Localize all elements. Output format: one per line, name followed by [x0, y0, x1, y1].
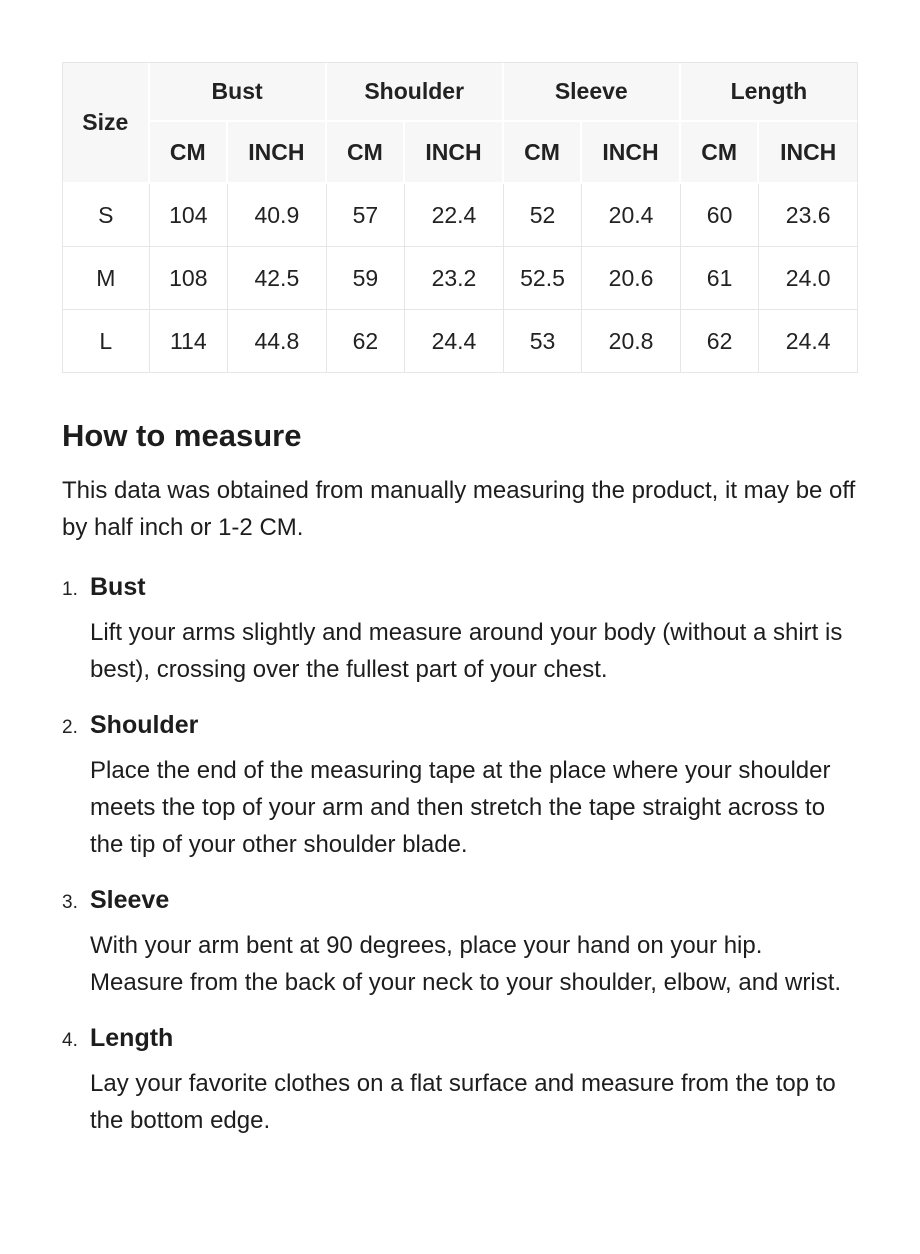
measurement-cell: 60	[681, 184, 760, 247]
step-number: 4.	[62, 1030, 78, 1051]
measure-disclaimer-text: This data was obtained from manually measuring the product, it may be off by half inch or 1-2 CM.	[62, 477, 856, 541]
size-column-header: Size	[63, 63, 150, 184]
measurement-cell: 57	[327, 184, 406, 247]
measure-step-sleeve	[62, 885, 858, 1001]
measurement-cell: 42.5	[228, 247, 327, 310]
measurement-cell: 52	[504, 184, 583, 247]
size-label: L	[63, 310, 150, 373]
group-header-sleeve: Sleeve	[504, 63, 681, 122]
step-title: Bust	[90, 573, 146, 601]
step-title: Shoulder	[90, 711, 199, 739]
group-header-bust: Bust	[150, 63, 327, 122]
unit-header-sleeve-inch: INCH	[582, 122, 681, 184]
size-label: S	[63, 184, 150, 247]
measurement-cell: 20.8	[582, 310, 681, 373]
unit-header-shoulder-cm: CM	[327, 122, 406, 184]
measure-step-length	[62, 1023, 858, 1139]
step-description: Lift your arms slightly and measure around your body (without a shirt is best), crossing over the fullest part of your chest.	[90, 619, 843, 683]
group-header-shoulder: Shoulder	[327, 63, 504, 122]
unit-header-shoulder-inch: INCH	[405, 122, 504, 184]
size-row-l	[63, 310, 858, 373]
measurement-cell: 23.2	[405, 247, 504, 310]
step-description: Lay your favorite clothes on a flat surface and measure from the top to the bottom edge.	[90, 1070, 836, 1134]
size-label: M	[63, 247, 150, 310]
how-to-measure-heading: How to measure	[62, 418, 302, 453]
table-group-header-row	[63, 63, 858, 122]
measurement-cell: 59	[327, 247, 406, 310]
step-description: Place the end of the measuring tape at the place where your shoulder meets the top of your arm and then stretch the tape straight across to the tip of your other shoulder blade.	[90, 757, 831, 858]
measurement-cell: 40.9	[228, 184, 327, 247]
measurement-cell: 20.4	[582, 184, 681, 247]
measurement-cell: 62	[681, 310, 760, 373]
measurement-cell: 24.4	[405, 310, 504, 373]
table-unit-header-row	[63, 122, 858, 184]
size-row-m	[63, 247, 858, 310]
size-row-s	[63, 184, 858, 247]
measurement-cell: 24.0	[759, 247, 858, 310]
measurement-cell: 23.6	[759, 184, 858, 247]
unit-header-bust-inch: INCH	[228, 122, 327, 184]
measure-steps-list	[62, 572, 858, 1139]
measurement-cell: 22.4	[405, 184, 504, 247]
step-number: 1.	[62, 579, 78, 600]
group-header-length: Length	[681, 63, 858, 122]
step-title: Sleeve	[90, 886, 170, 914]
unit-header-sleeve-cm: CM	[504, 122, 583, 184]
measurement-cell: 62	[327, 310, 406, 373]
unit-header-bust-cm: CM	[150, 122, 229, 184]
size-chart-table	[62, 62, 858, 373]
measurement-cell: 52.5	[504, 247, 583, 310]
measurement-cell: 108	[150, 247, 229, 310]
measurement-cell: 24.4	[759, 310, 858, 373]
measurement-cell: 114	[150, 310, 229, 373]
unit-header-length-cm: CM	[681, 122, 760, 184]
step-number: 3.	[62, 892, 78, 913]
step-description: With your arm bent at 90 degrees, place your hand on your hip. Measure from the back of your neck to your shoulder, elbow, and wrist.	[90, 932, 842, 996]
step-title: Length	[90, 1024, 174, 1052]
measure-step-bust	[62, 572, 858, 688]
measurement-cell: 61	[681, 247, 760, 310]
measurement-cell: 20.6	[582, 247, 681, 310]
measurement-cell: 104	[150, 184, 229, 247]
step-number: 2.	[62, 717, 78, 738]
unit-header-length-inch: INCH	[759, 122, 858, 184]
measurement-cell: 53	[504, 310, 583, 373]
measure-step-shoulder	[62, 710, 858, 863]
measurement-cell: 44.8	[228, 310, 327, 373]
